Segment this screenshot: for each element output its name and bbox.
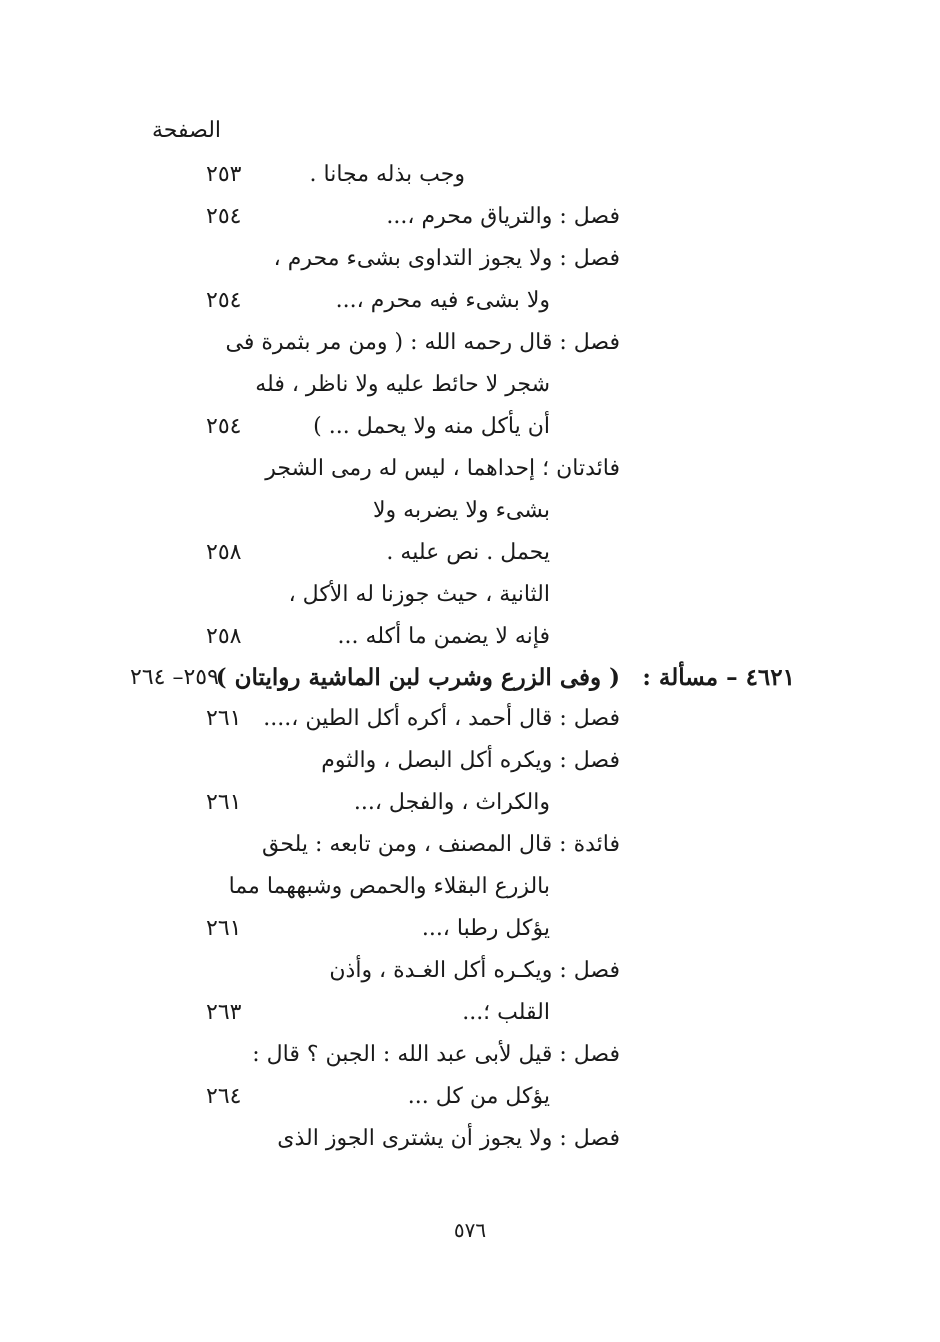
index-entry-text: القلب ؛...: [462, 1000, 550, 1025]
index-entry-text: والكراث ، والفجل ،...: [353, 790, 550, 815]
index-entry-text: الثانية ، حيث جوزنا له الأكل ،: [288, 582, 550, 607]
page-column-label: الصفحة: [152, 118, 222, 143]
index-entry-page: ٢٦١: [206, 916, 242, 941]
index-entry-text: بشىء ولا يضربه ولا: [372, 498, 550, 523]
index-entry-page: ٢٥٤: [206, 414, 242, 439]
index-entry-text: فصل : قال رحمه الله : ( ومن مر بثمرة فى: [225, 330, 620, 355]
index-entry-text: فصل : والترياق محرم ،...: [386, 204, 620, 229]
index-entry-page: ٢٥٨: [206, 540, 242, 565]
footer-page-number: ٥٧٦: [453, 1218, 487, 1242]
index-entry-text: وجب بذله مجانا .: [309, 162, 465, 187]
index-entry-text: يؤكل رطبا ،...: [421, 916, 550, 941]
index-entry-text: فصل : ولا يجوز التداوى بشىء محرم ،: [273, 246, 620, 271]
index-entry-page: ٢٥٤: [206, 288, 242, 313]
masala-title: ( وفى الزرع وشرب لبن الماشية روايتان ): [215, 664, 620, 691]
index-entry-page: ٢٥٨: [206, 624, 242, 649]
index-entry-page: ٢٦٣: [206, 1000, 242, 1025]
index-entry-text: فائدة : قال المصنف ، ومن تابعه : يلحق: [262, 832, 620, 857]
index-entry-page: ٢٥٣: [206, 162, 242, 187]
masala-page-range: ٢٥٩– ٢٦٤: [130, 665, 219, 690]
index-entry-text: فصل : ويكره أكل البصل ، والثوم: [321, 748, 620, 773]
index-entry-text: يحمل . نص عليه .: [386, 540, 550, 565]
index-entry-text: فصل : قال أحمد ، أكره أكل الطين ،....: [263, 706, 620, 731]
index-entry-text: يؤكل من كل ...: [407, 1084, 550, 1109]
index-entry-text: أن يأكل منه ولا يحمل ... ): [313, 414, 550, 439]
index-entry-page: ٢٦٤: [206, 1084, 242, 1109]
index-entry-text: فصل : قيل لأبى عبد الله : الجبن ؟ قال :: [252, 1042, 620, 1067]
index-entry-text: فإنه لا يضمن ما أكله ...: [337, 624, 550, 649]
masala-number: ٤٦٢١ – مسألة :: [642, 664, 795, 691]
index-entry-text: فصل : ولا يجوز أن يشترى الجوز الذى: [277, 1126, 620, 1151]
index-entry-page: ٢٦١: [206, 706, 242, 731]
index-entry-text: شجر لا حائط عليه ولا ناظر ، فله: [255, 372, 550, 397]
index-entry-text: فائدتان ؛ إحداهما ، ليس له رمى الشجر: [265, 456, 620, 481]
index-entry-text: ولا بشىء فيه محرم ،...: [335, 288, 550, 313]
index-entry-text: فصل : ويكـره أكل الغـدة ، وأذن: [329, 958, 620, 983]
index-entry-text: بالزرع البقلاء والحمص وشبههما مما: [228, 874, 550, 899]
index-entry-page: ٢٥٤: [206, 204, 242, 229]
index-entry-page: ٢٦١: [206, 790, 242, 815]
